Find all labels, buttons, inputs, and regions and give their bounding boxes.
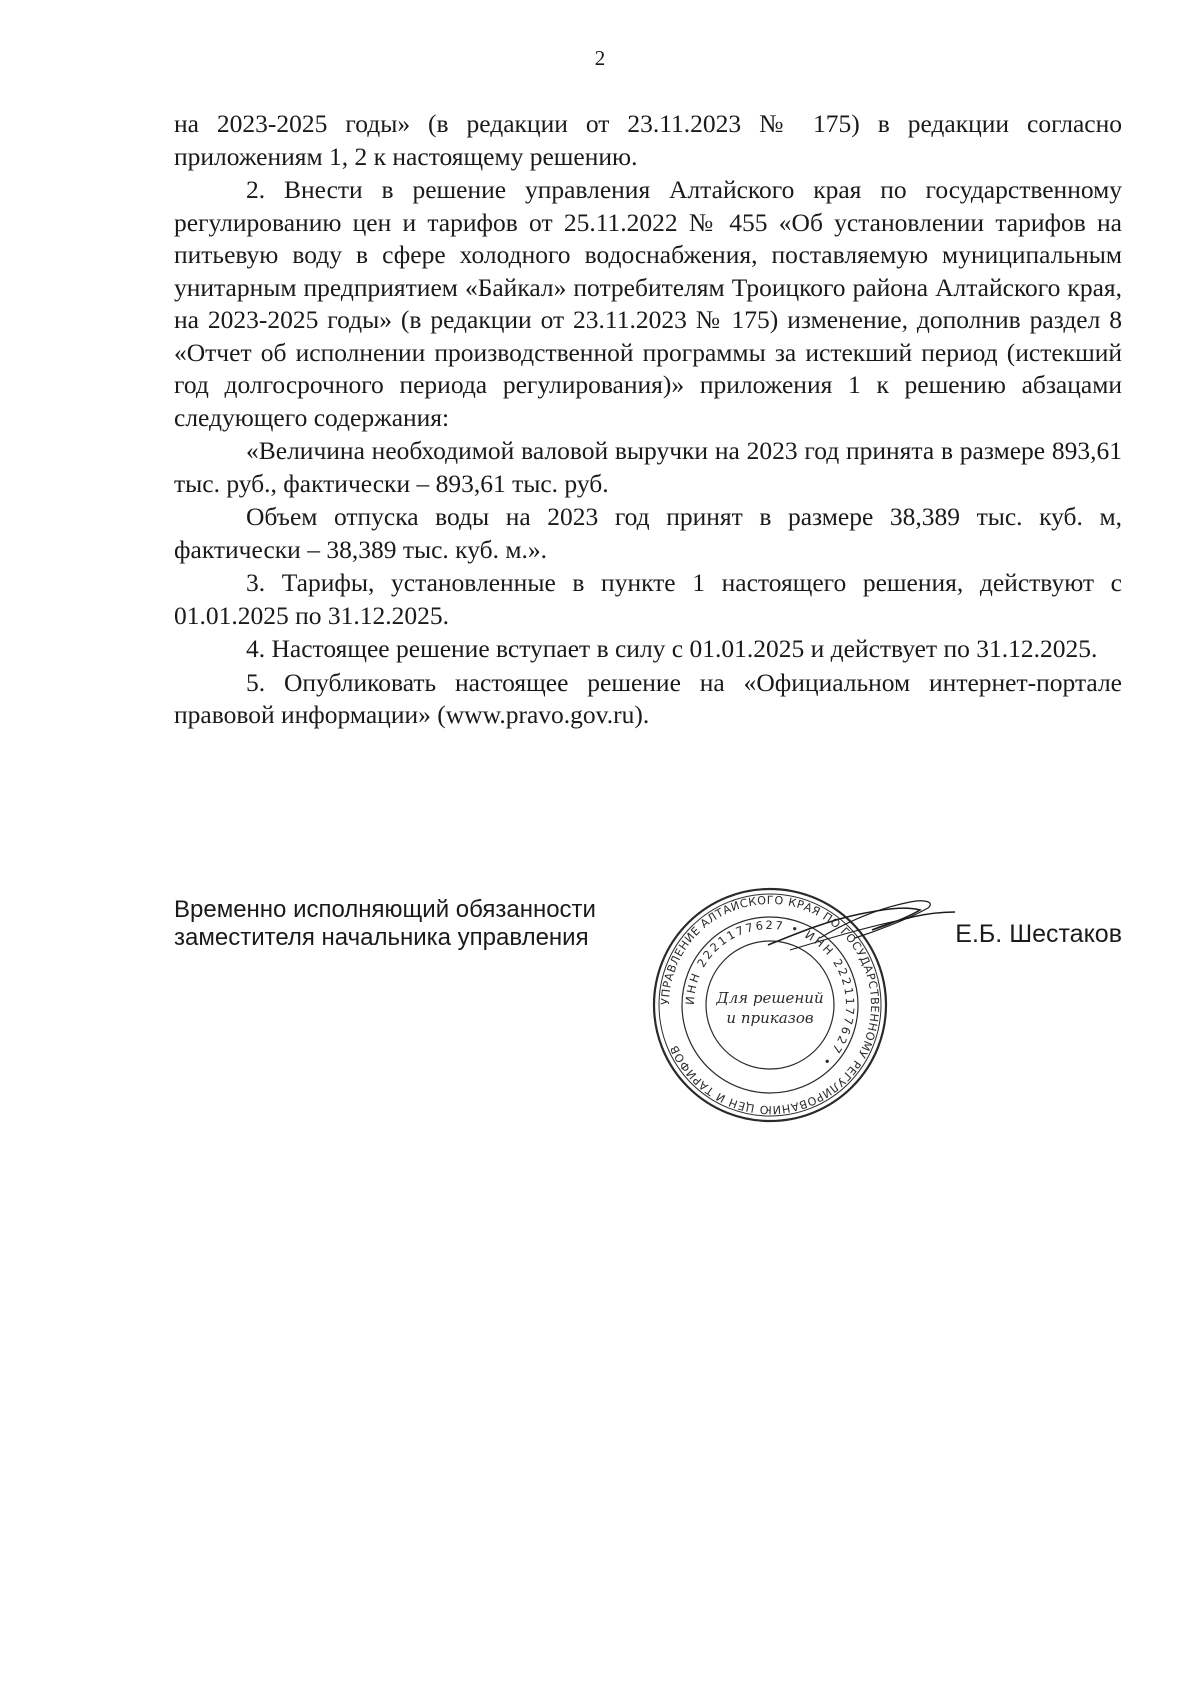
document-body <box>174 108 1122 732</box>
handwritten-signature <box>760 890 960 960</box>
paragraph-item-4: 4. Настоящее решение вступает в силу с 01.01.2025 и действует по 31.12.2025. <box>246 634 1098 663</box>
paragraph-continuation: на 2023-2025 годы» (в редакции от 23.11.2023 № 175) в редакции согласно приложениям 1, 2 к настоящему решению. <box>174 109 1122 171</box>
paragraph-quote-revenue: «Величина необходимой валовой выручки на 2023 год принята в размере 893,61 тыс. руб., фактически – 893,61 тыс. руб. <box>174 436 1122 498</box>
stamp-outer-text: УПРАВЛЕНИЕ АЛТАЙСКОГО КРАЯ ПО ГОСУДАРСТВЕННОМУ РЕГУЛИРОВАНИЮ ЦЕН И ТАРИФОВ <box>658 893 882 1117</box>
signer-position <box>174 896 596 952</box>
paragraph-item-3: 3. Тарифы, установленные в пункте 1 настоящего решения, действуют с 01.01.2025 по 31.12.2025. <box>174 568 1122 630</box>
paragraph-item-2: 2. Внести в решение управления Алтайского края по государственному регулированию цен и тарифов от 25.11.2022 № 455 «Об установлении тарифов на питьевую воду в сфере холодного водоснабжения, поставляемую муниципальным унитарным предприятием «Байкал» потребителям Троицкого района Алтайского края, на 2023-2025 годы» (в редакции от 23.11.2023 № 175) изменение, дополнив раздел 8 «Отчет об исполнении производственной программы за истекший период (истекший год долгосрочного периода регулирования)» приложения 1 к решению абзацами следующего содержания: <box>174 175 1122 432</box>
page-number: 2 <box>594 46 606 70</box>
paragraph-item-5: 5. Опубликовать настоящее решение на «Официальном интернет-портале правовой информации» (www.pravo.gov.ru). <box>174 667 1122 729</box>
signer-position-line-2: заместителя начальника управления <box>174 924 589 951</box>
signer-position-line-1: Временно исполняющий обязанности <box>174 896 596 923</box>
paragraph-quote-volume: Объем отпуска воды на 2023 год принят в размере 38,389 тыс. куб. м, фактически – 38,389 тыс. куб. м.». <box>174 502 1122 564</box>
stamp-inn-text: ИНН 2221177627 • ИНН 2221177627 • <box>682 917 858 1071</box>
stamp-center-line-2: и приказов <box>726 1009 814 1027</box>
signer-name: Е.Б. Шестаков <box>955 920 1122 948</box>
stamp-center-line-1: Для решений <box>716 989 824 1007</box>
